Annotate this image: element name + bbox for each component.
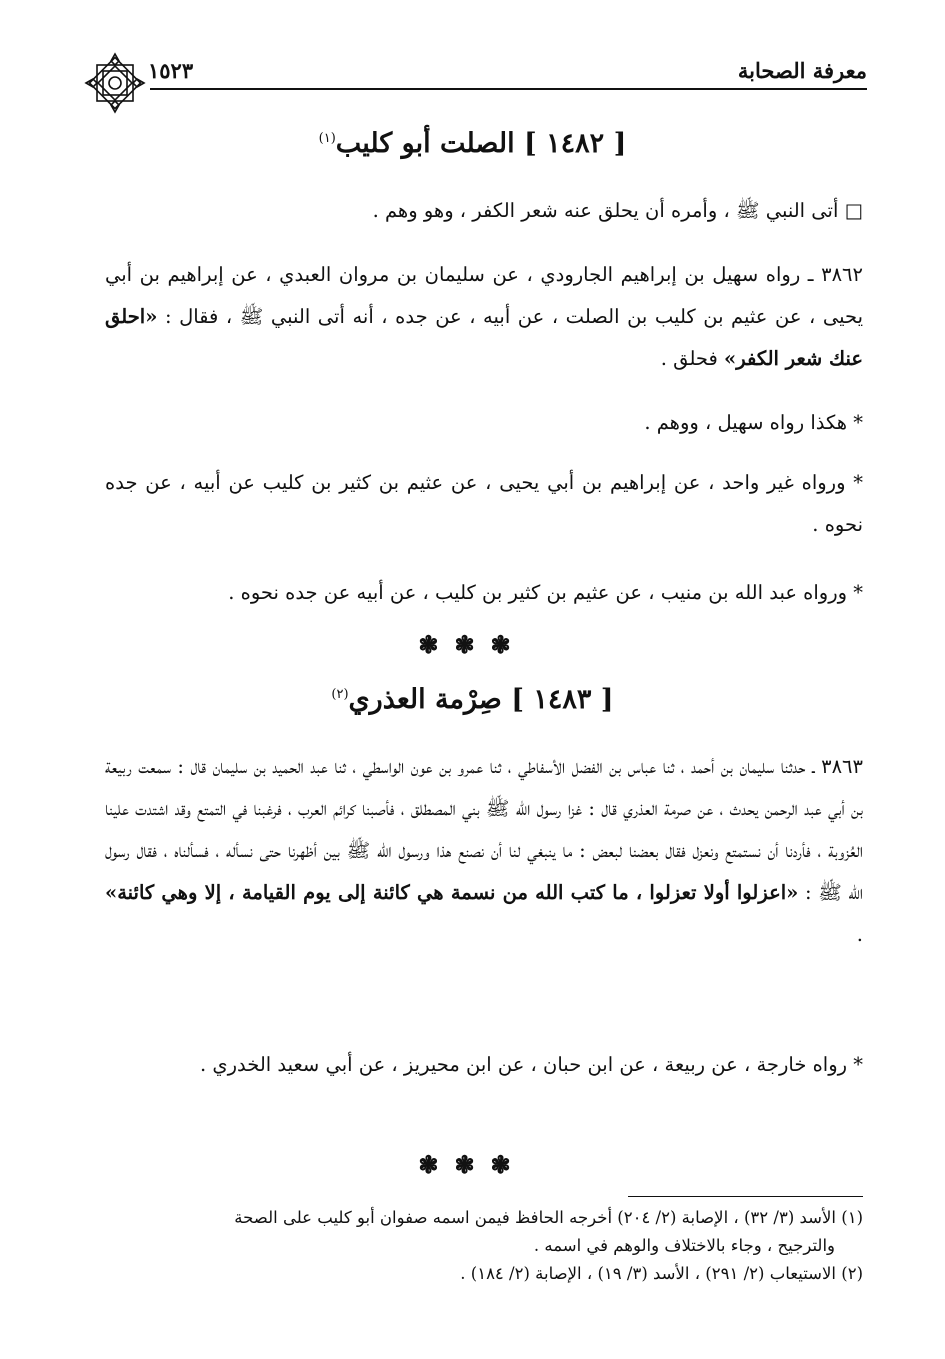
hadith-end: فحلق . [660,347,725,370]
hadith-text: ٣٨٦٢ ـ رواه سهيل بن إبراهيم الجارودي ، عن سليمان بن مروان العبدي ، عن إبراهيم بن أبي يحيى ، عن عثيم بن كليب بن الصلت ، عن أبيه ، عن جده ، أنه أتى النبي ﷺ ، فقال : [105,263,864,328]
hadith-quote: «اعزلوا أولا تعزلوا ، ما كتب الله من نسمة هي كائنة إلى يوم القيامة ، إلا وهي كائنة» [105,881,799,904]
hadith-quote: «احلق عنك شعر الكفر» [105,305,863,370]
entry-title-1483 [80,684,865,715]
hadith-text: ٣٨٦٣ ـ حدثنا سليمان بن أحمد ، ثنا عباس بن الفضل الأسفاطي ، ثنا عمرو بن عون الواسطي ، ثنا عبد الحميد بن سليمان قال : سمعت ربيعة بن أبي عبد الرحمن يحدث ، عن صرمة العذري قال : غزا رسول الله ﷺ بني المصطلق ، فأصبنا كرائم العرب ، فرغبنا في التمتع وقد اشتدت علينا العُزوبة ، فأردنا أن نستمتع ونعزل فقال بعضنا لبعض : ما ينبغي لنا أن نصنع هذا ورسول الله ﷺ بين أظهرنا حتى نسأله ، فسألناه ، فقال رسول الله ﷺ : [105,755,863,904]
hadith-3862 [105,254,863,380]
footnote-2: (٢) الاستيعاب (٢/ ٢٩١) ، الأسد (٣/ ١٩) ، الإصابة (٢/ ١٨٤) . [460,1264,863,1283]
header-rule [150,88,867,90]
running-title: معرفة الصحابة [737,58,867,83]
footnotes [105,1204,863,1288]
section-separator: ❃❃❃ [418,630,527,659]
note-1482-2: * ورواه غير واحد ، عن إبراهيم بن أبي يحيى ، عن عثيم بن كثير بن كليب عن أبيه ، عن جده نحوه . [105,471,863,536]
page-number: ١٥٢٣ [148,58,194,83]
hadith-3863 [105,746,863,956]
section-separator: ❃❃❃ [418,1150,527,1179]
entry-title-text: [ ١٤٨٣ ] صِرْمة العذري [348,684,614,715]
footnote-ref: (٢) [331,687,349,702]
page-header [100,52,867,88]
note-1483-1: * رواه خارجة ، عن ربيعة ، عن ابن حبان ، عن ابن محيريز ، عن أبي سعيد الخدري . [199,1053,863,1076]
entry-title-1482 [80,128,865,159]
note-1482-1: * هكذا رواه سهيل ، ووهم . [644,411,863,434]
footnote-ref: (١) [318,131,336,146]
entry-intro: □ أتى النبي ﷺ ، وأمره أن يحلق عنه شعر الكفر ، وهو وهم . [372,199,863,222]
star-ornament-icon [84,52,146,114]
footnote-1: (١) الأسد (٣/ ٣٢) ، الإصابة (٢/ ٢٠٤) أخرجه الحافظ فيمن اسمه صفوان أبو كليب على الصحة [234,1208,863,1227]
entry-title-text: [ ١٤٨٢ ] الصلت أبو كليب [335,128,627,159]
hadith-end: . [856,923,863,946]
footnote-rule [628,1196,863,1197]
note-1482-3: * ورواه عبد الله بن منيب ، عن عثيم بن كثير بن كليب ، عن أبيه عن جده نحوه . [228,581,863,604]
footnote-1-continued: والترجيح ، وجاء بالاختلاف والوهم في اسمه . [533,1236,835,1255]
